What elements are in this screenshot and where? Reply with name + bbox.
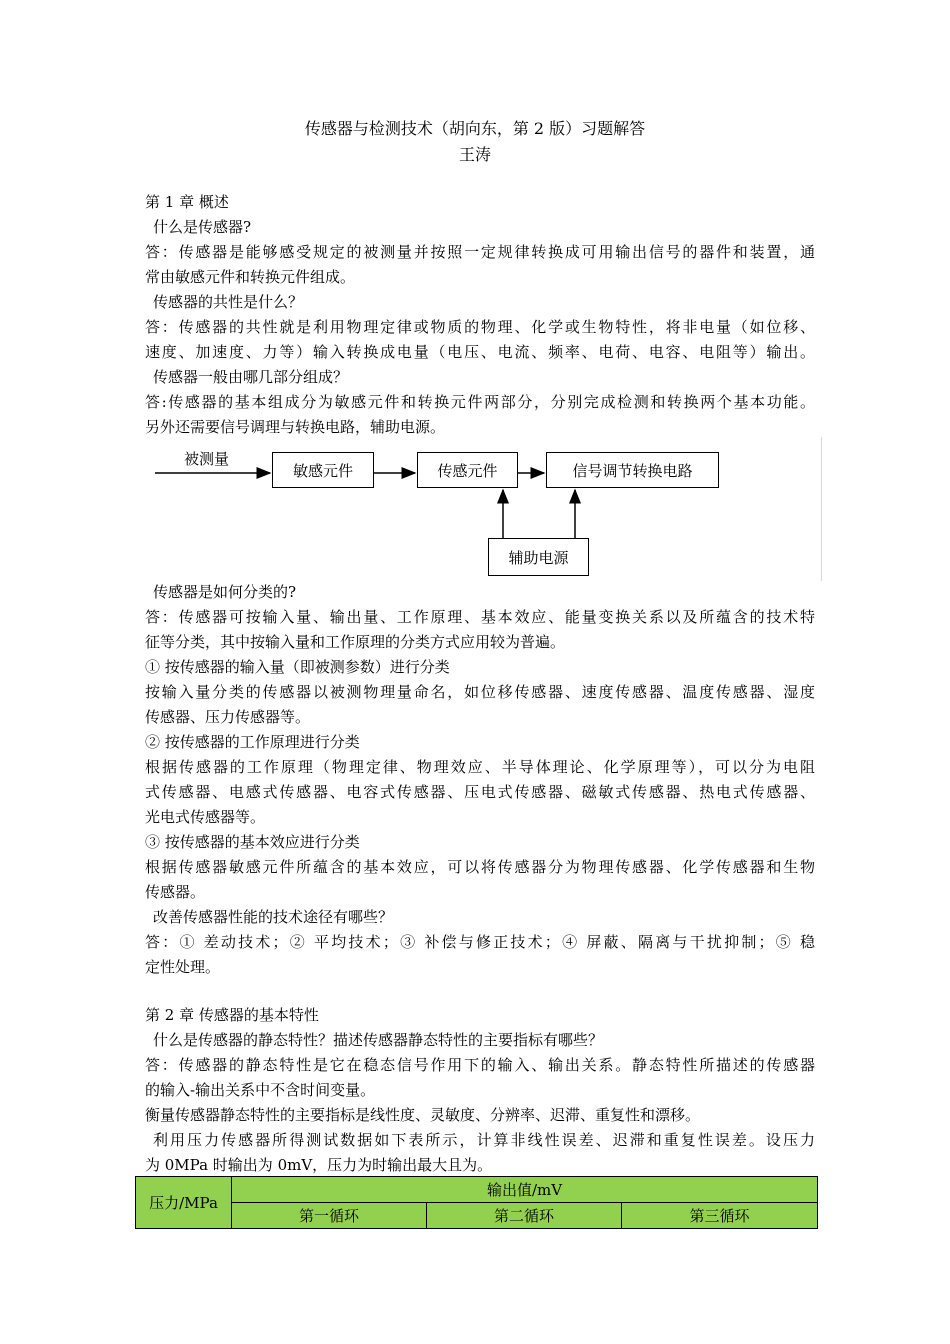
question-line: 利用压力传感器所得测试数据如下表所示，计算非线性误差、迟滞和重复性误差。设压力 (153, 1131, 815, 1149)
answer-line: 衡量传感器静态特性的主要指标是线性度、灵敏度、分辨率、迟滞、重复性和漂移。 (145, 1106, 701, 1124)
list-heading: ① 按传感器的输入量（即被测参数）进行分类 (145, 658, 450, 676)
transducer-element-box: 传感元件 (417, 452, 518, 488)
document-title: 传感器与检测技术（胡向东，第 2 版）习题解答 (304, 119, 646, 138)
answer-line: 答：传感器的静态特性是它在稳态信号作用下的输入、输出关系。静态特性所描述的传感器 (145, 1056, 815, 1074)
table-header-cycle-2: 第二循环 (427, 1203, 622, 1229)
table-header-cycle-1: 第一循环 (232, 1203, 427, 1229)
answer-line: 答：传感器可按输入量、输出量、工作原理、基本效应、能量变换关系以及所蕴含的技术特 (145, 608, 815, 626)
table-header-output: 输出值/mV (232, 1177, 818, 1203)
answer-line: 答：① 差动技术；② 平均技术；③ 补偿与修正技术；④ 屏蔽、隔离与干扰抑制；⑤ 稳 (145, 933, 815, 951)
question-line: 为 0MPa 时输出为 0mV，压力为时输出最大且为。 (145, 1156, 493, 1174)
answer-line: 常由敏感元件和转换元件组成。 (145, 268, 356, 286)
answer-line: 另外还需要信号调理与转换电路，辅助电源。 (145, 418, 446, 436)
aux-power-box: 辅助电源 (488, 538, 589, 576)
answer-line: 的输入-输出关系中不含时间变量。 (145, 1081, 376, 1099)
chapter-1-heading: 第 1 章 概述 (145, 193, 229, 211)
answer-line: 速度、加速度、力等）输入转换成电量（电压、电流、频率、电荷、电容、电阻等）输出。 (145, 343, 815, 361)
answer-line: 传感器。 (145, 883, 206, 901)
list-heading: ② 按传感器的工作原理进行分类 (145, 733, 360, 751)
question-line: 传感器的共性是什么？ (153, 293, 304, 311)
sensing-element-box: 敏感元件 (272, 452, 374, 488)
answer-line: 根据传感器的工作原理（物理定律、物理效应、半导体理论、化学原理等），可以分为电阻 (145, 758, 815, 776)
chapter-2-heading: 第 2 章 传感器的基本特性 (145, 1006, 319, 1024)
answer-line: 答：传感器的共性就是利用物理定律或物质的物理、化学或生物特性，将非电量（如位移、 (145, 318, 815, 336)
answer-line: 征等分类，其中按输入量和工作原理的分类方式应用较为普遍。 (145, 633, 566, 651)
sensor-block-diagram (150, 440, 830, 585)
pressure-output-table (135, 1176, 818, 1229)
question-line: 传感器一般由哪几部分组成？ (153, 368, 349, 386)
document-author: 王涛 (458, 145, 491, 164)
question-line: 改善传感器性能的技术途径有哪些？ (153, 908, 394, 926)
list-heading: ③ 按传感器的基本效应进行分类 (145, 833, 360, 851)
answer-line: 答:传感器的基本组成分为敏感元件和转换元件两部分，分别完成检测和转换两个基本功能。 (145, 393, 815, 411)
answer-line: 根据传感器敏感元件所蕴含的基本效应，可以将传感器分为物理传感器、化学传感器和生物 (145, 858, 815, 876)
input-label: 被测量 (184, 450, 230, 468)
table-header-cycle-3: 第三循环 (622, 1203, 818, 1229)
answer-line: 光电式传感器等。 (145, 808, 266, 826)
question-line: 传感器是如何分类的? (153, 583, 297, 601)
answer-line: 答：传感器是能够感受规定的被测量并按照一定规律转换成可用输出信号的器件和装置，通 (145, 243, 815, 261)
answer-line: 式传感器、电感式传感器、电容式传感器、压电式传感器、磁敏式传感器、热电式传感器、 (145, 783, 815, 801)
answer-line: 定性处理。 (145, 958, 221, 976)
question-line: 什么是传感器? (153, 218, 252, 236)
question-line: 什么是传感器的静态特性？描述传感器静态特性的主要指标有哪些？ (153, 1031, 604, 1049)
answer-line: 按输入量分类的传感器以被测物理量命名，如位移传感器、速度传感器、温度传感器、湿度 (145, 683, 815, 701)
answer-line: 传感器、压力传感器等。 (145, 708, 311, 726)
signal-circuit-box: 信号调节转换电路 (546, 452, 719, 488)
table-header-pressure: 压力/MPa (136, 1177, 232, 1229)
